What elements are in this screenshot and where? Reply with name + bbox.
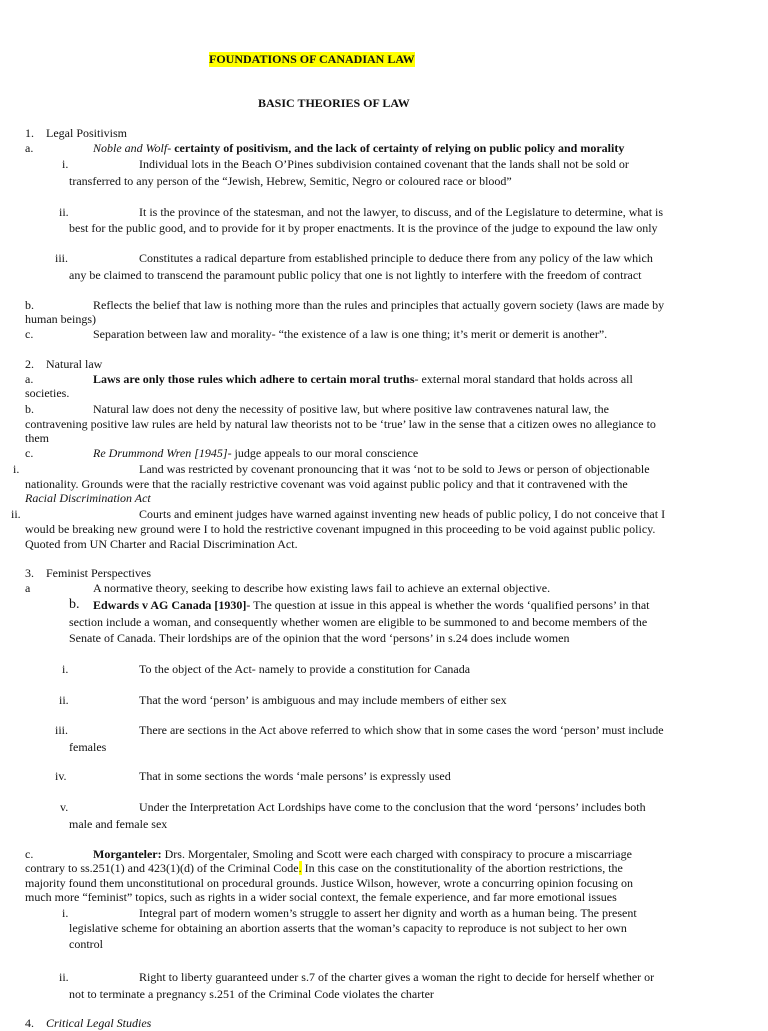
s2-ii-label: ii. — [11, 507, 21, 521]
s1-a-bold: certainty of positivism, and the lack of certainty of relying on public policy and morality — [171, 141, 625, 155]
s3-iv-label: iv. — [55, 769, 67, 783]
s2-i-text: Racial Discrimination Act — [25, 491, 151, 505]
s2-b-text: them — [25, 431, 49, 445]
s3-c-text: contrary to ss.251(1) and 423(1)(d) of the Criminal Code — [25, 861, 299, 875]
s3-ci-label: i. — [62, 906, 69, 920]
section-3-number: 3. — [25, 566, 34, 580]
s2-ii-text: would be breaking new ground were I to hold the restrictive covenant impugned in this proceeding to be void against public policy. — [25, 522, 656, 536]
s3-i-label: i. — [62, 662, 69, 676]
section-4-heading: Critical Legal Studies — [46, 1016, 152, 1030]
s2-a-label: a. — [25, 372, 34, 386]
s2-a-text: - external moral standard that holds across all — [414, 372, 633, 386]
s2-c-line — [93, 446, 418, 461]
s3-v-text: Under the Interpretation Act Lordships have come to the conclusion that the word ‘persons’ includes both — [139, 800, 646, 814]
s3-cii-text: not to terminate a pregnancy s.251 of the Criminal Code violates the charter — [69, 987, 434, 1001]
s3-b-text: Senate of Canada. Their lordships are of the opinion that the word ‘persons’ in s.24 does include women — [69, 631, 570, 645]
s2-a-line — [93, 372, 633, 387]
s3-c-text: majority found them unconstitutional on procedural grounds. Justice Wilson, however, wrote a concurring opinion focusing on — [25, 876, 634, 890]
s2-a-bold: Laws are only those rules which adhere to certain moral truths — [93, 372, 415, 386]
s1-a-case: Noble and Wolf- — [93, 141, 172, 155]
s1-i-text: Individual lots in the Beach O’Pines subdivision contained covenant that the lands shall not be sold or — [139, 157, 629, 171]
s3-ii-text: That the word ‘person’ is ambiguous and may include members of either sex — [139, 693, 507, 707]
s1-a-line — [93, 141, 624, 156]
s3-a-label: a — [25, 581, 31, 595]
section-4-number: 4. — [25, 1016, 34, 1030]
s2-ii-text: Quoted from UN Charter and Racial Discrimination Act. — [25, 537, 298, 551]
document-title: FOUNDATIONS OF CANADIAN LAW — [209, 52, 415, 66]
section-2-number: 2. — [25, 357, 34, 371]
s3-c-text: In this case on the constitutionality of the abortion restrictions, the — [301, 861, 623, 875]
s1-ii-label: ii. — [59, 205, 69, 219]
s2-i-label: i. — [13, 462, 20, 476]
s1-a-label: a. — [25, 141, 34, 155]
s3-v-text: male and female sex — [69, 817, 168, 831]
section-2-heading: Natural law — [46, 357, 103, 371]
s3-c-highlight: . — [298, 861, 302, 875]
s1-c-label: c. — [25, 327, 34, 341]
s3-ci-text: legislative scheme for obtaining an abortion asserts that the woman’s capacity to reproduce is not subject to her own — [69, 921, 627, 935]
section-1-number: 1. — [25, 126, 34, 140]
s1-iii-text: any be claimed to transcend the paramount public policy that one is not lightly to interfere with the freedom of contract — [69, 268, 642, 282]
section-subtitle: BASIC THEORIES OF LAW — [258, 96, 410, 110]
s2-b-text: contravening positive law rules are held by natural law theorists not to be ‘true’ law in the sense that a citizen owes no allegiance to — [25, 417, 656, 431]
s3-cii-label: ii. — [59, 970, 69, 984]
s2-i-text: nationality. Grounds were that the racially restrictive covenant was void against public policy and that it contravened with the — [25, 477, 628, 491]
s2-c-text: - judge appeals to our moral conscience — [227, 446, 419, 460]
s3-i-text: To the object of the Act- namely to provide a constitution for Canada — [139, 662, 471, 676]
s3-ci-text: Integral part of modern women’s struggle to assert her dignity and worth as a human being. The present — [139, 906, 637, 920]
s1-i-label: i. — [62, 157, 69, 171]
s3-c-text: Drs. Morgentaler, Smoling and Scott were each charged with conspiracy to procure a miscarriage — [161, 847, 632, 861]
s2-c-case: Re Drummond Wren [1945] — [93, 446, 228, 460]
s3-cii-text: Right to liberty guaranteed under s.7 of the charter gives a woman the right to decide for herself whether or — [139, 970, 655, 984]
s3-iii-text: There are sections in the Act above referred to which show that in some cases the word ‘person’ must include — [139, 723, 664, 737]
s1-iii-label: iii. — [55, 251, 69, 265]
s3-b-text: - The question at issue in this appeal is whether the words ‘qualified persons’ in that — [246, 598, 650, 612]
s3-a-text: A normative theory, seeking to describe how existing laws fail to achieve an external objective. — [93, 581, 551, 595]
s2-i-text: Land was restricted by covenant pronouncing that it was ‘not to be sold to Jews or person of objectionable — [139, 462, 650, 476]
s3-b-text: section include a woman, and consequently whether women are eligible to be summoned to and become members of the — [69, 615, 648, 629]
s2-ii-text: Courts and eminent judges have warned against inventing new heads of public policy, I do not conceive that I — [139, 507, 666, 521]
s1-b-text: human beings) — [25, 312, 96, 326]
s1-ii-text: It is the province of the statesman, and not the lawyer, to discuss, and of the Legislature to determine, what is — [139, 205, 664, 219]
s2-c-label: c. — [25, 446, 34, 460]
s3-iii-label: iii. — [55, 723, 69, 737]
s1-i-text: transferred to any person of the “Jewish, Hebrew, Semitic, Negro or coloured race or blood” — [69, 174, 512, 188]
s3-b-line — [93, 598, 650, 613]
s3-b-label: b. — [69, 597, 80, 612]
s1-b-text: Reflects the belief that law is nothing more than the rules and principles that actually govern society (laws are made by — [93, 298, 665, 312]
s3-ci-text: control — [69, 937, 103, 951]
s2-b-label: b. — [25, 402, 34, 416]
s3-iii-text: females — [69, 740, 107, 754]
s2-b-text: Natural law does not deny the necessity of positive law, but where positive law contravenes natural law, the — [93, 402, 609, 416]
s3-iv-text: That in some sections the words ‘male persons’ is expressly used — [139, 769, 451, 783]
s3-c-text: much more “feminist” topics, such as rights in a wider social context, the female experience, and far more emotional issues — [25, 890, 617, 904]
section-1-heading: Legal Positivism — [46, 126, 127, 140]
s3-ii-label: ii. — [59, 693, 69, 707]
s3-c-line — [93, 847, 632, 862]
s1-ii-text: best for the public good, and to provide for it by proper enactments. It is the province of the judge to expound the law only — [69, 221, 658, 235]
s3-c-line — [25, 861, 623, 876]
s3-v-label: v. — [60, 800, 69, 814]
s3-c-case: Morganteler: — [93, 847, 162, 861]
s2-a-text: societies. — [25, 386, 70, 400]
s1-c-text: Separation between law and morality- “the existence of a law is one thing; it’s merit or demerit is another”. — [93, 327, 608, 341]
s1-b-label: b. — [25, 298, 34, 312]
section-3-heading: Feminist Perspectives — [46, 566, 151, 580]
s1-iii-text: Constitutes a radical departure from established principle to deduce there from any policy of the law which — [139, 251, 653, 265]
s3-c-label: c. — [25, 847, 34, 861]
s3-b-case: Edwards v AG Canada [1930] — [93, 598, 247, 612]
